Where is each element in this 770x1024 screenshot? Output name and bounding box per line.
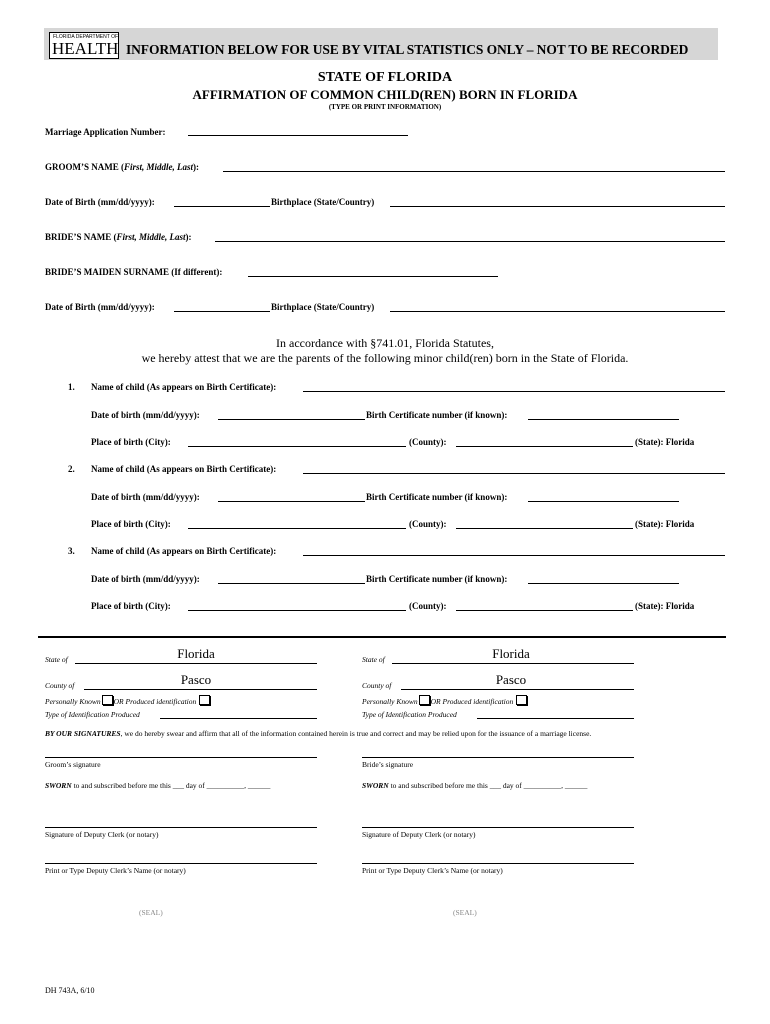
- child-1-dob-field[interactable]: [218, 419, 365, 420]
- right-county-label: County of: [362, 681, 392, 690]
- left-state-value: Florida: [177, 646, 215, 661]
- right-county-value: Pasco: [495, 672, 527, 687]
- left-personally-known-checkbox[interactable]: [102, 695, 113, 705]
- child-3-dob-field[interactable]: [218, 583, 365, 584]
- left-deputy-name-label: Print or Type Deputy Clerk’s Name (or notary): [45, 866, 186, 875]
- child-3-state-label: (State): Florida: [635, 601, 695, 611]
- bride-birthplace-label: Birthplace (State/Country): [271, 302, 375, 312]
- right-id-type-label: Type of Identification Produced: [362, 710, 457, 719]
- right-id-row: Personally Known OR Produced identification: [362, 695, 528, 706]
- child-2-cert-field[interactable]: [528, 501, 679, 502]
- logo-top-text: FLORIDA DEPARTMENT OF: [53, 34, 119, 40]
- child-1-cert-label: Birth Certificate number (if known):: [366, 410, 508, 420]
- right-id-type-field[interactable]: [477, 718, 634, 719]
- groom-birthplace-label: Birthplace (State/Country): [271, 197, 375, 207]
- child-3-cert-label: Birth Certificate number (if known):: [366, 574, 508, 584]
- child-3-name-field[interactable]: [303, 555, 725, 556]
- attest-line-1: In accordance with §741.01, Florida Statutes,: [276, 336, 494, 350]
- child-1-state-label: (State): Florida: [635, 437, 695, 447]
- groom-dob-label: Date of Birth (mm/dd/yyyy):: [45, 197, 155, 207]
- signature-statement: BY OUR SIGNATURES, we do hereby swear and affirm that all of the information contained herein is true and correct and may be relied upon for the issuance of a marriage license.: [45, 729, 592, 738]
- right-deputy-signature-label: Signature of Deputy Clerk (or notary): [362, 830, 476, 839]
- bride-name-field[interactable]: [215, 241, 725, 242]
- right-state-field[interactable]: [392, 663, 634, 664]
- child-3-name-label: Name of child (As appears on Birth Certificate):: [91, 546, 277, 556]
- groom-name-field[interactable]: [223, 171, 725, 172]
- child-1-city-field[interactable]: [188, 446, 406, 447]
- child-2-county-field[interactable]: [456, 528, 633, 529]
- form-subtitle: (TYPE OR PRINT INFORMATION): [328, 103, 442, 111]
- right-state-label: State of: [362, 655, 385, 664]
- right-deputy-name-line[interactable]: [362, 863, 634, 864]
- bride-dob-field[interactable]: [174, 311, 270, 312]
- right-county-field[interactable]: [401, 689, 634, 690]
- child-1-name-label: Name of child (As appears on Birth Certificate):: [91, 382, 277, 392]
- left-id-type-field[interactable]: [160, 718, 317, 719]
- right-deputy-name-label: Print or Type Deputy Clerk’s Name (or notary): [362, 866, 503, 875]
- child-2-cert-label: Birth Certificate number (if known):: [366, 492, 508, 502]
- doh-logo: [49, 32, 119, 59]
- child-1-number: 1.: [68, 382, 75, 392]
- child-2-number: 2.: [68, 464, 75, 474]
- left-county-label: County of: [45, 681, 75, 690]
- child-3-county-field[interactable]: [456, 610, 633, 611]
- left-county-value: Pasco: [180, 672, 212, 687]
- child-2-dob-label: Date of birth (mm/dd/yyyy):: [91, 492, 200, 502]
- child-3-number: 3.: [68, 546, 75, 556]
- bride-maiden-label: BRIDE’S MAIDEN SURNAME (If different):: [45, 267, 223, 277]
- bride-name-label: BRIDE’S NAME (First, Middle, Last):: [45, 232, 192, 242]
- logo-main-text: HEALTH: [52, 39, 119, 58]
- child-2-dob-field[interactable]: [218, 501, 365, 502]
- groom-name-label: GROOM’S NAME (First, Middle, Last):: [45, 162, 200, 172]
- left-sworn-line: SWORN to and subscribed before me this ___ day of __________, ______: [45, 781, 271, 790]
- child-1-city-label: Place of birth (City):: [91, 437, 171, 447]
- child-2-county-label: (County):: [409, 519, 447, 529]
- bride-signature-label: Bride’s signature: [362, 760, 414, 769]
- left-deputy-name-line[interactable]: [45, 863, 317, 864]
- right-produced-id-checkbox[interactable]: [516, 695, 527, 705]
- child-2-city-field[interactable]: [188, 528, 406, 529]
- child-1-cert-field[interactable]: [528, 419, 679, 420]
- right-sworn-line: SWORN to and subscribed before me this ___ day of __________, ______: [362, 781, 588, 790]
- child-1-county-label: (County):: [409, 437, 447, 447]
- child-1-county-field[interactable]: [456, 446, 633, 447]
- groom-dob-field[interactable]: [174, 206, 270, 207]
- child-3-county-label: (County):: [409, 601, 447, 611]
- left-id-row: Personally Known OR Produced identification: [45, 695, 211, 706]
- bride-maiden-field[interactable]: [248, 276, 498, 277]
- form-id: DH 743A, 6/10: [45, 986, 95, 995]
- child-1-name-field[interactable]: [303, 391, 725, 392]
- left-deputy-signature-line[interactable]: [45, 827, 317, 828]
- child-3-city-field[interactable]: [188, 610, 406, 611]
- banner-text: INFORMATION BELOW FOR USE BY VITAL STATISTICS ONLY – NOT TO BE RECORDED: [126, 42, 689, 57]
- right-state-value: Florida: [492, 646, 530, 661]
- right-seal-label: (SEAL): [453, 908, 477, 917]
- child-3-city-label: Place of birth (City):: [91, 601, 171, 611]
- attest-line-2: we hereby attest that we are the parents of the following minor child(ren) born in the State of Florida.: [141, 351, 629, 365]
- section-separator: [38, 636, 726, 638]
- child-2-name-label: Name of child (As appears on Birth Certificate):: [91, 464, 277, 474]
- right-personally-known-checkbox[interactable]: [419, 695, 430, 705]
- bride-dob-label: Date of Birth (mm/dd/yyyy):: [45, 302, 155, 312]
- bride-signature-line[interactable]: [362, 757, 634, 758]
- right-deputy-signature-line[interactable]: [362, 827, 634, 828]
- left-deputy-signature-label: Signature of Deputy Clerk (or notary): [45, 830, 159, 839]
- marriage-app-label: Marriage Application Number:: [45, 127, 166, 137]
- left-state-label: State of: [45, 655, 68, 664]
- child-1-dob-label: Date of birth (mm/dd/yyyy):: [91, 410, 200, 420]
- left-state-field[interactable]: [75, 663, 317, 664]
- left-seal-label: (SEAL): [139, 908, 163, 917]
- groom-signature-line[interactable]: [45, 757, 317, 758]
- child-2-city-label: Place of birth (City):: [91, 519, 171, 529]
- groom-birthplace-field[interactable]: [390, 206, 725, 207]
- child-3-dob-label: Date of birth (mm/dd/yyyy):: [91, 574, 200, 584]
- left-produced-id-checkbox[interactable]: [199, 695, 210, 705]
- form-title-state: STATE OF FLORIDA: [317, 70, 453, 85]
- child-3-cert-field[interactable]: [528, 583, 679, 584]
- bride-birthplace-field[interactable]: [390, 311, 725, 312]
- child-2-state-label: (State): Florida: [635, 519, 695, 529]
- groom-signature-label: Groom’s signature: [45, 760, 101, 769]
- left-county-field[interactable]: [84, 689, 317, 690]
- form-title: AFFIRMATION OF COMMON CHILD(REN) BORN IN FLORIDA: [192, 87, 578, 102]
- child-2-name-field[interactable]: [303, 473, 725, 474]
- marriage-app-field[interactable]: [188, 135, 408, 136]
- left-id-type-label: Type of Identification Produced: [45, 710, 140, 719]
